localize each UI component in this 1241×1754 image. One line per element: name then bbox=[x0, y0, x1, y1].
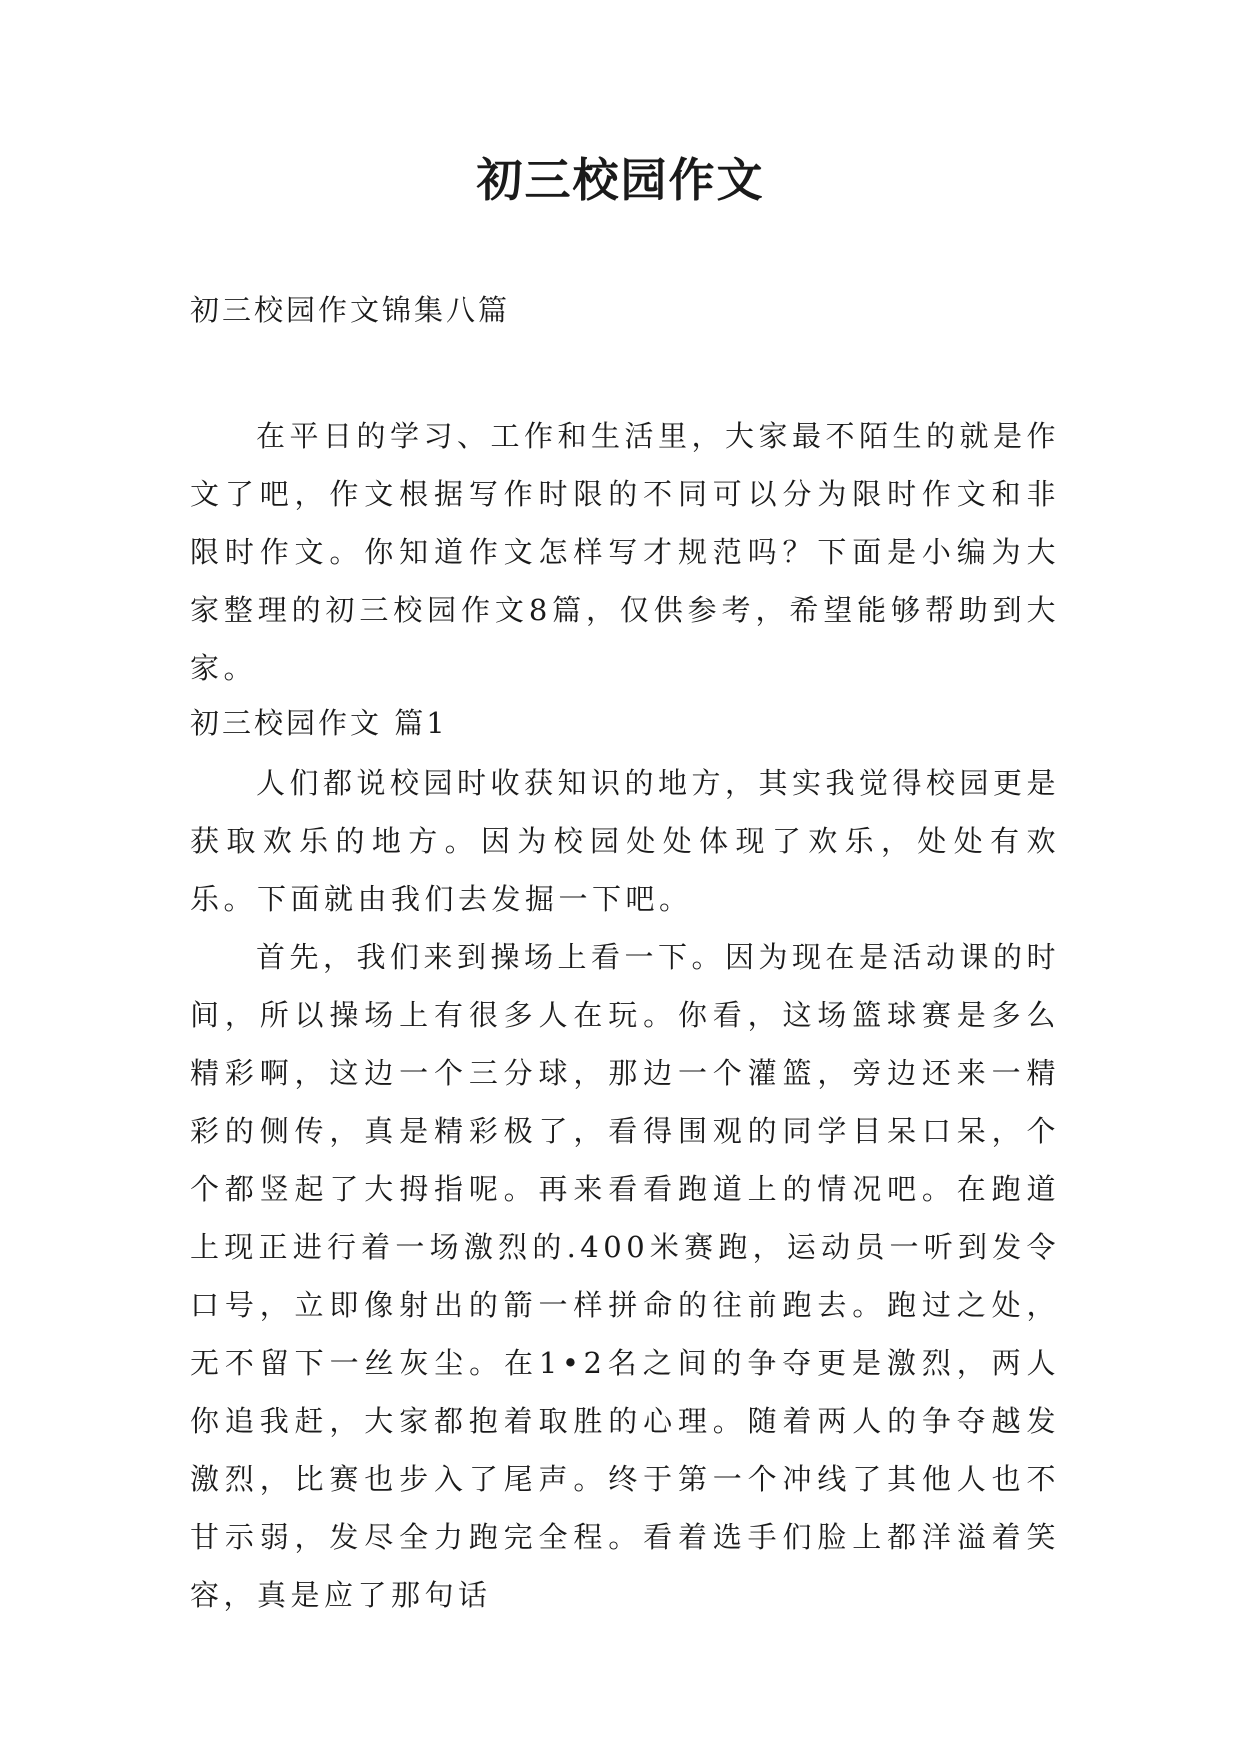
essay-body bbox=[190, 754, 1060, 1624]
intro-paragraph: 在平日的学习、工作和生活里，大家最不陌生的就是作文了吧，作文根据写作时限的不同可以分为限时作文和非限时作文。你知道作文怎样写才规范吗？下面是小编为大家整理的初三校园作文8篇，仅供参考，希望能够帮助到大家。 bbox=[190, 419, 1061, 685]
section-heading: 初三校园作文 篇1 bbox=[190, 706, 448, 740]
document-title: 初三校园作文 bbox=[476, 153, 765, 207]
intro-block bbox=[190, 407, 1060, 697]
essay-paragraph-2: 首先，我们来到操场上看一下。因为现在是活动课的时间，所以操场上有很多人在玩。你看，这场篮球赛是多么精彩啊，这边一个三分球，那边一个灌篮，旁边还来一精彩的侧传，真是精彩极了，看得围观的同学目呆口呆，个个都竖起了大拇指呢。再来看看跑道上的情况吧。在跑道上现正进行着一场激烈的.400米赛跑，运动员一听到发令口号，立即像射出的箭一样拼命的往前跑去。跑过之处，无不留下一丝灰尘。在1•2名之间的争夺更是激烈，两人你追我赶，大家都抱着取胜的心理。随着两人的争夺越发激烈，比赛也步入了尾声。终于第一个冲线了其他人也不甘示弱，发尽全力跑完全程。看着选手们脸上都洋溢着笑容，真是应了那句话 bbox=[190, 940, 1061, 1612]
essay-paragraph-1: 人们都说校园时收获知识的地方，其实我觉得校园更是获取欢乐的地方。因为校园处处体现了欢乐，处处有欢乐。下面就由我们去发掘一下吧。 bbox=[190, 766, 1061, 916]
document-subtitle: 初三校园作文锦集八篇 bbox=[190, 293, 511, 327]
